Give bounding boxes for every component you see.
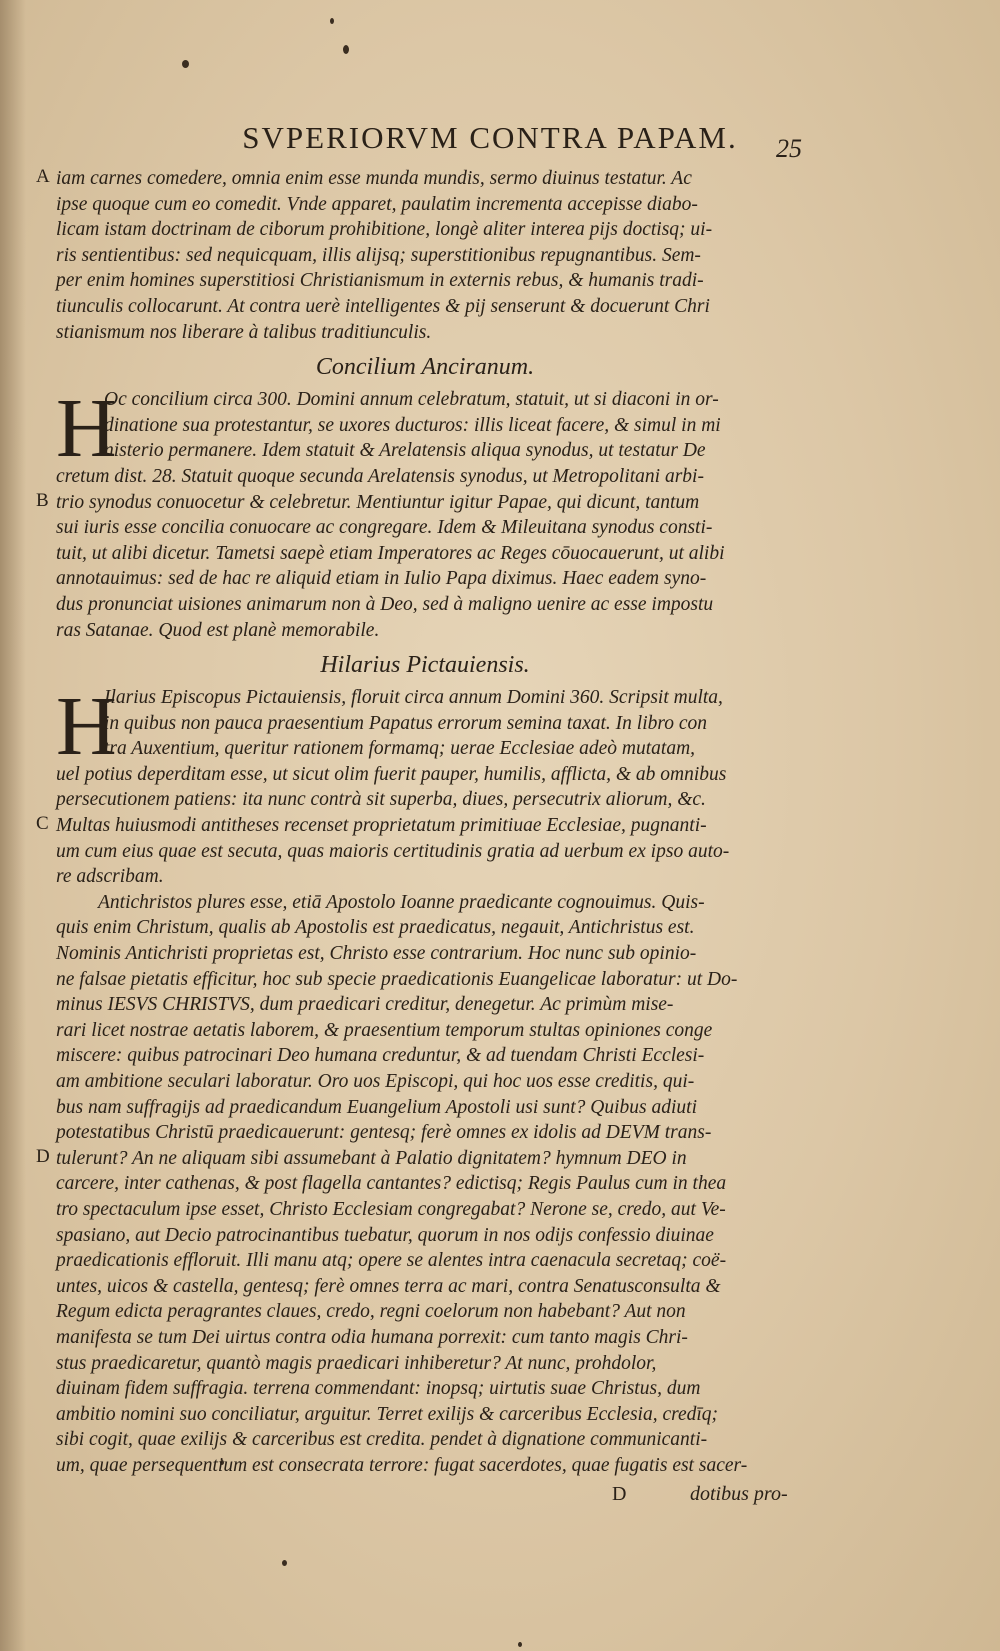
text-line: Oc concilium circa 300. Domini annum celebratum, statuit, ut si diaconi in or- <box>104 389 719 411</box>
text-line: cretum dist. 28. Statuit quoque secunda Arelatensis synodus, ut Metropolitani arbi- <box>56 465 704 487</box>
text-line: minus IESVS CHRISTVS, dum praedicari creditur, denegetur. Ac primùm mise- <box>56 994 674 1016</box>
text-line: Antichristos plures esse, etiā Apostolo Ioanne praedicante cognouimus. Quis- <box>98 891 705 913</box>
ink-speck <box>518 1642 522 1647</box>
section-hilarius <box>36 680 810 890</box>
margin-letter: A <box>36 166 50 187</box>
text-line: tuit, ut alibi dicetur. Tametsi saepè etiam Imperatores ac Reges cōuocauerunt, ut alibi <box>56 542 725 564</box>
section-heading-anciranum: Concilium Anciranum. <box>315 354 535 381</box>
text-line: um, quae persequentium est consecrata terrore: fugat sacerdotes, quae fugatis est sacer- <box>56 1454 748 1476</box>
text-line: ipse quoque cum eo comedit. Vnde apparet, paulatim incrementa accepisse diabo- <box>56 193 698 215</box>
text-line: licam istam doctrinam de ciborum prohibitione, longè aliter interea pijs doctisq; ui- <box>56 219 713 241</box>
text-line: iam carnes comedere, omnia enim esse munda mundis, sermo diuinus testatur. Ac <box>56 168 692 189</box>
text-line: manifesta se tum Dei uirtus contra odia humana porrexit: cum tanto magis Chri- <box>56 1326 688 1348</box>
ink-speck <box>282 1560 287 1566</box>
text-line: in quibus non pauca praesentium Papatus errorum semina taxat. In libro con <box>104 712 708 734</box>
text-line: Ilarius Episcopus Pictauiensis, floruit circa annum Domini 360. Scripsit multa, <box>104 687 723 709</box>
catchword: dotibus pro- <box>690 1482 788 1505</box>
text-line: praedicationis effloruit. Illi manu atq; opere se alentes intra caenacula secretaq; coë- <box>56 1250 727 1272</box>
margin-letter: B <box>36 489 49 511</box>
text-line: stianismum nos liberare à talibus traditiunculis. <box>56 321 432 343</box>
section-heading-hilarius: Hilarius Pictauiensis. <box>320 652 530 679</box>
text-line: sibi cogit, quae exilijs & carceribus est credita. pendet à dignatione communicanti- <box>56 1429 708 1451</box>
page-footer <box>40 1479 810 1509</box>
drop-cap: H <box>56 382 117 476</box>
ink-speck <box>182 60 189 68</box>
binding-shadow <box>0 0 26 1651</box>
text-line: ambitio nomini suo conciliatur, arguitur. Terret exilijs & carceribus Ecclesia, credīq; <box>56 1403 719 1425</box>
text-line: carcere, inter cathenas, & post flagella cantantes? edictisq; Regis Paulus cum in thea <box>56 1173 727 1195</box>
text-line: untes, uicos & castella, gentesq; ferè omnes terra ac mari, contra Senatusconsulta & <box>56 1275 721 1297</box>
text-block <box>36 166 810 1509</box>
intro-paragraph <box>36 166 810 345</box>
text-line: dus pronunciat uisiones animarum non à Deo, sed à maligno uenire ac esse impostu <box>56 593 714 615</box>
text-line: tulerunt? An ne aliquam sibi assumebant à Palatio dignitatem? hymnum DEO in <box>56 1147 687 1169</box>
text-line: tiunculis collocarunt. At contra uerè intelligentes & pij senserunt & docuerunt Chri <box>56 295 710 317</box>
text-line: tro spectaculum ipse esset, Christo Ecclesiam congregabat? Nerone se, credo, aut Ve- <box>56 1198 726 1220</box>
ink-speck <box>343 45 349 54</box>
ink-speck <box>330 18 334 24</box>
text-line: tra Auxentium, queritur rationem formamq; uerae Ecclesiae adeò mutatam, <box>104 738 696 760</box>
text-line: ris sentientibus: sed nequicquam, illis alijsq; superstitionibus repugnantibus. Sem- <box>56 244 701 266</box>
text-line: ras Satanae. Quod est planè memorabile. <box>56 619 380 641</box>
text-line: Nominis Antichristi proprietas est, Christo esse contrarium. Hoc nunc sub opinio- <box>56 943 697 965</box>
text-line: um cum eius quae est secuta, quas maioris certitudinis gratia ad uerbum ex ipso auto- <box>56 840 730 862</box>
section-anciranum <box>36 382 810 643</box>
text-line: dinatione sua protestantur, se uxores ducturos: illis liceat facere, & simul in mi <box>104 414 721 436</box>
text-line: quis enim Christum, qualis ab Apostolis est praedicatus, negauit, Antichristus est. <box>56 917 695 939</box>
margin-letter: D <box>36 1145 50 1167</box>
text-line: trio synodus conuocetur & celebretur. Mentiuntur igitur Papae, qui dicunt, tantum <box>56 491 700 513</box>
text-line: spasiano, aut Decio patrocinantibus tuebatur, quorum in nos odijs confessio diuinae <box>56 1224 714 1246</box>
text-line: uel potius deperditam esse, ut sicut olim fuerit pauper, humilis, afflicta, & ab omnibus <box>56 763 727 785</box>
text-line: diuinam fidem suffragia. terrena commendant: inopsq; uirtutis suae Christus, dum <box>56 1378 701 1400</box>
text-line: am ambitione seculari laboratur. Oro uos Episcopi, qui hoc uos esse creditis, qui- <box>56 1071 695 1092</box>
text-line: stus praedicaretur, quantò magis praedicari inhiberetur? At nunc, prohdolor, <box>56 1352 657 1374</box>
text-line: ne falsae pietatis efficitur, hoc sub specie praedicationis Euangelicae laboratur: ut Do- <box>56 968 738 990</box>
text-line: Multas huiusmodi antitheses recenset proprietatum primitiuae Ecclesiae, pugnanti- <box>56 815 707 837</box>
signature-mark: D <box>612 1482 627 1505</box>
text-line: persecutionem patiens: ita nunc contrà sit superba, diues, persecutrix aliorum, &c. <box>56 789 706 811</box>
text-line: rari licet nostrae aetatis laborem, & praesentium temporum stultas opiniones conge <box>56 1019 713 1041</box>
text-line: potestatibus Christū praedicauerunt: gentesq; ferè omnes ex idolis ad DEVM trans- <box>56 1122 712 1144</box>
hilarius-quotation <box>36 890 810 1479</box>
text-line: sui iuris esse concilia conuocare ac congregare. Idem & Mileuitana synodus consti- <box>56 517 713 539</box>
text-line: re adscribam. <box>56 866 164 888</box>
text-line: annotauimus: sed de hac re aliquid etiam in Iulio Papa diximus. Haec eadem syno- <box>56 568 707 590</box>
running-head: SVPERIORVM CONTRA PAPAM. <box>242 120 738 155</box>
text-line: per enim homines superstitiosi Christianismum in externis rebus, & humanis tradi- <box>56 270 704 292</box>
text-line: nisterio permanere. Idem statuit & Arelatensis aliqua synodus, ut testatur De <box>104 440 706 462</box>
drop-cap: H <box>56 680 117 774</box>
page-number: 25 <box>776 134 802 163</box>
text-line: Regum edicta peragrantes claues, credo, regni coelorum non habebant? Aut non <box>56 1301 686 1323</box>
margin-letter: C <box>36 813 49 835</box>
text-line: bus nam suffragijs ad praedicandum Euangelium Apostoli usi sunt? Quibus adiuti <box>56 1096 697 1118</box>
text-line: miscere: quibus patrocinari Deo humana creduntur, & ad tuendam Christi Ecclesi- <box>56 1045 705 1067</box>
